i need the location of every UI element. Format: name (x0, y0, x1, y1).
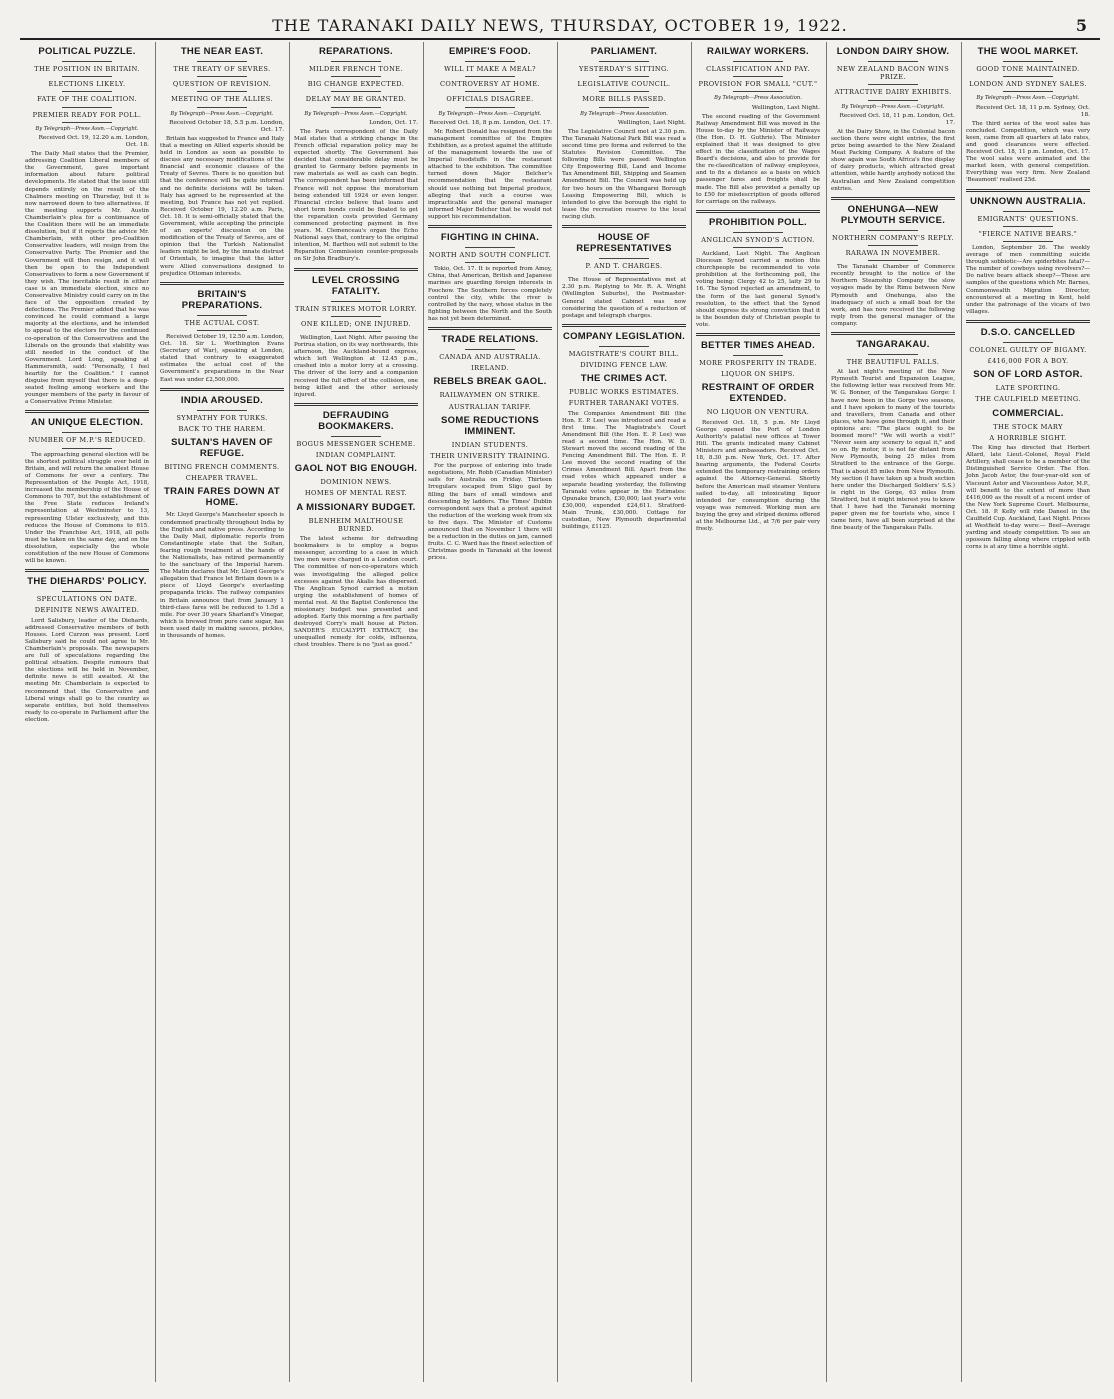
byline: By Telegraph—Press Assn.—Copyright. (304, 110, 408, 117)
article-headline: D.S.O. CANCELLED (980, 326, 1076, 338)
divider (599, 91, 649, 92)
divider (1003, 91, 1053, 92)
article-subheading: LONDON AND SYDNEY SALES. (969, 80, 1087, 89)
article-subheading: LEGISLATIVE COUNCIL. (577, 80, 671, 89)
article-headline: THE CRIMES ACT. (580, 373, 668, 385)
divider (733, 232, 783, 233)
article-subheading: PREMIER READY FOR POLL. (32, 110, 142, 119)
article-headline: HOUSE OF REPRESENTATIVES (576, 232, 672, 255)
divider (62, 448, 112, 449)
article-subheading: MORE BILLS PASSED. (582, 95, 666, 104)
article-subheading: DOMINION NEWS. (320, 478, 392, 487)
article-subheading: DIVIDING FENCE LAW. (580, 360, 668, 369)
article-subheading: INDIAN COMPLAINT. (315, 451, 397, 460)
divider (1003, 211, 1053, 212)
article-subheading: THE CAULFIELD MEETING. (975, 395, 1081, 404)
column-rule (826, 42, 827, 1382)
dateline: Wellington, Last Night. (751, 104, 820, 111)
article-headline: DEFRAUDING BOOKMAKERS. (318, 409, 394, 432)
article-subheading: ONE KILLED; ONE INJURED. (301, 319, 411, 328)
article-headline: BETTER TIMES AHEAD. (700, 340, 816, 352)
dateline: Wellington, Last Night. (617, 119, 686, 126)
article-subheading: THE ACTUAL COST. (184, 318, 260, 327)
article-body: Britain has suggested to France and Italy that a meeting on Allied experts should be held in London as soon as possible to discuss any necessary modifications of the financial and economic clauses of the Treaty of Sevres. There is no question but that the conference will be quite informal and no definite decisions will be taken. Italy has agreed to be represented at the meeting, but France has not yet replied. Received October 19, 12.20 a.m. Paris, Oct. 18. It is semi-officially stated that the Government, while accepting the principle of an experts' discussion on the modification of the Treaty of Sevres, are of opinion that the Turkish Nationalist leaders might be led, by the innate distrust of Orientals, to imagine that the latter were Allied conversations designed to prejudice Ottoman interests. (160, 135, 284, 277)
column-rule (155, 42, 156, 1382)
divider (62, 432, 112, 433)
article-headline: REPARATIONS. (319, 46, 393, 57)
article-subheading: FURTHER TARANAKI VOTES. (568, 399, 680, 408)
article-body: The Companies Amendment Bill (the Hon. E. P. Lee) was introduced and read a first time. The Magistrate's Court Amendment Bill (the Hon. E. P. Lee) was read a second time. The Hon. W. D. Stewart moved the second reading of the Fencing Amendment Bill. The Hon. E. P. Lee moved the second reading of the Crimes Amendment Bill. Apart from the road votes which appeared under a separate heading yesterday, the following Taranaki votes appear in the Estimates: Opunake branch, £30,000; last year's vote £30,000, expended £24,611. Stratford-Main Trunk, £30,000. Cottage for custodian, New Plymouth departmental buildings, £1125. (562, 410, 686, 531)
divider (868, 260, 918, 261)
article-headline: TRAIN FARES DOWN AT HOME. (164, 486, 280, 509)
article-subheading: NUMBER OF M.P.'S REDUCED. (28, 436, 146, 445)
article-subheading: RARAWA IN NOVEMBER. (845, 248, 941, 257)
article-headline: TANGARAKAU. (856, 338, 930, 350)
dateline: London, Oct. 17. (369, 119, 418, 126)
article-subheading: NORTHERN COMPANY'S REPLY. (832, 233, 954, 242)
section-divider (294, 268, 418, 271)
article-subheading: WILL IT MAKE A MEAL? (444, 65, 536, 73)
dateline: Received Oct. 18, 11 p.m. London, Oct. 17. (839, 112, 955, 126)
article-body: At the Dairy Show, in the Colonial bacon section there were eight entries, the first prize being awarded to the New Zealand Meat Packing Company. A feature of the show again was South Africa's fine display of dairy products, which attracted great attention, while hardly anybody noticed the Australian and New Zealand competition entries. (831, 128, 955, 192)
article-subheading: BITING FRENCH COMMENTS. (164, 463, 280, 472)
column-4 (425, 42, 555, 1382)
article-subheading: A HORRIBLE SIGHT. (989, 433, 1067, 442)
divider (599, 273, 649, 274)
article-body: For the purpose of entering into trade negotiations, Mr. Robb (Canadian Minister) sails for Australia on Friday. Thirteen Irregulars escaped from Sligo gaol by filling the bars of small windows and descending by ladders. The Times' Dublin correspondent says that a protest against the reduction of the working week from six to five days. The Minister of Customs announced that on November 1 there will be a reduction in the duties on jam, canned fruits. C. C. Ward has the finest selection of Christmas goods in Taranaki at the lowest prices. (428, 463, 552, 562)
article-subheading: LATE SPORTING. (995, 384, 1061, 393)
section-divider (428, 327, 552, 330)
article-subheading: IRELAND. (471, 364, 509, 373)
article-subheading: ELECTIONS LIKELY. (48, 80, 126, 89)
section-divider (294, 403, 418, 406)
article-subheading: CONTROVERSY AT HOME. (439, 80, 541, 89)
divider (62, 591, 112, 592)
divider (599, 61, 649, 62)
divider (1003, 342, 1053, 343)
article-headline: LEVEL CROSSING FATALITY. (312, 274, 400, 297)
article-headline: FIGHTING IN CHINA. (440, 232, 540, 244)
divider (868, 245, 918, 246)
article-body: Wellington, Last Night. After passing the Porirua station, on its way northwards, this afternoon, the Auckland-bound express, which left Wellington at 12.45 p.m., crashed into a motor lorry at a crossing. The driver of the lorry and a companion received the full effect of the collision, one being killed and the other seriously injured. (294, 334, 418, 398)
article-subheading: CANADA AND AUSTRALIA. (439, 352, 541, 361)
divider (197, 315, 247, 316)
article-subheading: YESTERDAY'S SITTING. (579, 65, 669, 73)
divider (1003, 226, 1053, 227)
article-subheading: DELAY MAY BE GRANTED. (305, 95, 407, 104)
column-rule (557, 42, 558, 1382)
divider (599, 76, 649, 77)
column-1 (22, 42, 152, 1382)
article-subheading: COLONEL GUILTY OF BIGAMY. (969, 345, 1087, 354)
article-body: Tokio, Oct. 17. It is reported from Amoy, China, that American, British and Japanese marines are guarding foreign interests in Foochow. The Southern forces completely control the city, while the river is controlled by the navy, whose status in the fighting between the North and the South has not yet been determined. (428, 266, 552, 322)
article-headline: POLITICAL PUZZLE. (38, 46, 136, 57)
divider (62, 122, 112, 123)
column-6 (693, 42, 823, 1382)
divider (868, 230, 918, 231)
article-headline: ONEHUNGA—NEW PLYMOUTH SERVICE. (840, 203, 946, 226)
divider (1003, 61, 1053, 62)
article-subheading: MORE PROSPERITY IN TRADE. (699, 359, 817, 368)
article-subheading: GOOD TONE MAINTAINED. (976, 65, 1080, 73)
divider (465, 107, 515, 108)
byline: By Telegraph—Press Assn.—Copyright. (438, 110, 542, 117)
article-subheading: THE BEAUTIFUL FALLS. (846, 357, 940, 366)
article-subheading: FATE OF THE COALITION. (37, 95, 137, 104)
divider (1003, 76, 1053, 77)
article-headline: SOME REDUCTIONS IMMINENT. (441, 414, 539, 437)
article-subheading: QUESTION OF REVISION. (172, 80, 272, 89)
divider (733, 61, 783, 62)
article-subheading: BACK TO THE HAREM. (178, 424, 266, 433)
divider (331, 301, 381, 302)
divider (733, 355, 783, 356)
article-headline: COMMERCIAL. (992, 407, 1064, 419)
byline: By Telegraph—Press Assn.—Copyright. (976, 95, 1080, 102)
divider (733, 247, 783, 248)
article-subheading: BLENHEIM MALTHOUSE BURNED. (308, 516, 404, 533)
byline: By Telegraph—Press Assn.—Copyright. (841, 103, 945, 110)
article-subheading: MEETING OF THE ALLIES. (171, 95, 273, 104)
divider (733, 76, 783, 77)
article-body: The House of Representatives met at 2.30 p.m. Replying to Mr. R. A. Wright (Wellington Suburbs), the Postmaster-General stated Cabinet was now considering the question of a reduction of postage and telegraph charges. (562, 277, 686, 319)
divider (599, 258, 649, 259)
article-subheading: LIQUOR ON SHIPS. (721, 370, 795, 379)
article-subheading: RAILWAYMEN ON STRIKE. (439, 391, 541, 400)
article-subheading: THE POSITION IN BRITAIN. (34, 65, 140, 73)
divider (331, 91, 381, 92)
divider (197, 61, 247, 62)
article-subheading: THE STOCK MARY (993, 422, 1063, 431)
article-subheading: TRAIN STRIKES MOTOR LORRY. (295, 304, 417, 313)
divider (197, 76, 247, 77)
article-body: The Legislative Council met at 2.30 p.m. The Taranaki National Park Bill was read a second time pro forma and referred to the Statutes Revision Committee. The following Bills were passed: Wellington City Empowering Bill, Land and Income Tax Amendment Bill, Shipping and Seamen Amendment Bill. The Council was held up for two hours on the Whangarei Borough Leasing Empowering Bill, which is intended to give the borough the right to lease the recreation reserve to the local racing club. (562, 128, 686, 220)
divider (331, 316, 381, 317)
masthead (20, 14, 1100, 36)
divider (465, 262, 515, 263)
article-subheading: P. AND T. CHARGES. (585, 262, 663, 271)
divider (331, 107, 381, 108)
article-subheading: INDIAN STUDENTS. (451, 440, 529, 449)
byline: By Telegraph—Press Assn.—Copyright. (170, 110, 274, 117)
article-headline: AN UNIQUE ELECTION. (30, 417, 144, 429)
article-subheading: £416,000 FOR A BOY. (987, 357, 1069, 366)
article-headline: RAILWAY WORKERS. (707, 46, 809, 57)
article-headline: THE DIEHARDS' POLICY. (27, 576, 147, 588)
article-subheading: ATTRACTIVE DAIRY EXHIBITS. (834, 88, 952, 97)
article-headline: EMPIRE'S FOOD. (449, 46, 531, 57)
column-5 (559, 42, 689, 1382)
divider (197, 91, 247, 92)
article-headline: THE NEAR EAST. (180, 46, 264, 57)
article-body: Mr. Robert Donald has resigned from the management committee of the Empire Exhibition, as a protest against the attitude of the management towards the use of Imperial foodstuffs in the restaurant attached to the exhibition. The committee turned down Major Belcher's recommendation that the restaurant should use nothing but Imperial produce, alleging that such a course was impracticable and the general manager informed Major Belcher that he would not support his recommendation. (428, 128, 552, 220)
article-subheading: EMIGRANTS' QUESTIONS. (977, 214, 1079, 223)
section-divider (160, 388, 284, 391)
article-subheading: "FIERCE NATIVE BEARS." (978, 229, 1078, 238)
divider (465, 349, 515, 350)
masthead-rule (20, 38, 1100, 40)
article-headline: COMPANY LEGISLATION. (562, 330, 686, 342)
article-subheading: CLASSIFICATION AND PAY. (706, 65, 810, 73)
article-body: The third series of the wool sales has concluded. Competition, which was very keen, came from all quarters at late rates, and good clearances were effected. Received Oct. 18, 11 p.m. London, Oct. 17. The wool sales were animated and the market keen, with general competition. Everything was very firm. New Zealand 'Beaumont' realised 25d. (966, 120, 1090, 184)
article-body: The Daily Mail states that the Premier, addressing Coalition Liberal members of the Government, gave important information about future political developments. He stated that the issue still depends entirely on the result of the Chalmers meeting on Thursday, but it is now narrowed down to two alternatives. If the meeting supports Mr. Austin Chamberlain's plea for a continuance of the Coalition there will be an immediate dissolution, but if it rejects the advice Mr. Chamberlain, with other pro-Coalition Conservative leaders, will resign from the Conservative Party. The Premier and the Government will then resign, and it will then be open to the Independent Conservatives to form a new Government if they wish. The inevitable result in either case is an immediate election, since no Conservative Ministry could carry on in the face of the opposition created by defections. The Premier added that he was convinced he could command a large majority at the elections, and he intended to appeal to the electors for the continued co-operation of the Conservatives and the Liberals on the grounds that stability was still needed in the conduct of the Government. Lord Long, speaking at Hammersmith, said: "Personally, I feel heartily for the Coalition." I cannot disguise from myself that there is a deep-seated feeling among workers and the younger members of the party in favour of a Conservative Prime Minister. (25, 151, 149, 406)
divider (62, 91, 112, 92)
article-subheading: MILDER FRENCH TONE. (309, 65, 403, 73)
article-subheading: THE TREATY OF SEVRES. (173, 65, 271, 73)
article-subheading: AUSTRALIAN TARIFF. (448, 402, 532, 411)
article-headline: REBELS BREAK GAOL. (433, 376, 547, 388)
section-divider (696, 210, 820, 213)
divider (331, 76, 381, 77)
article-headline: INDIA AROUSED. (180, 394, 264, 406)
article-headline: PROHIBITION POLL. (709, 216, 807, 228)
divider (197, 107, 247, 108)
divider (733, 91, 783, 92)
divider (465, 61, 515, 62)
article-subheading: BIG CHANGE EXPECTED. (307, 80, 405, 89)
article-subheading: NEW ZEALAND BACON WINS PRIZE. (836, 65, 950, 82)
article-subheading: THEIR UNIVERSITY TRAINING. (430, 451, 550, 460)
article-body: The approaching general election will be the shortest political struggle ever held in Britain, and will return the smallest House of Commons for over a century. The Representation of the People Act, 1918, increased the membership of the House of Commons to 707, but the establishment of the Free State reduces Ireland's representation at Westminster to 13, representing Ulster exclusively, and this reduces the House of Commons to 615. Under the Franchise Act, 1918, all polls must be taken on the same day, and on the dissolution, especially the whole constitution of the new House of Commons will be known. (25, 451, 149, 565)
divider (465, 91, 515, 92)
dateline: Received Oct. 18, 11 p.m. Sydney, Oct. 18. (975, 104, 1090, 118)
divider (868, 354, 918, 355)
article-body: Mr. Lloyd George's Manchester speech is condemned practically throughout India by the English and native press. According to the Daily Mail, diplomatic reports from Constantinople state that the Sultan, fearing rough treatment at the hands of the Nationalists, has retired permanently to the sanctuary of the Imperial harem. The Matin declares that Mr. Lloyd George's allegation that France let Britain down is a piece of Lloyd George's everlasting propaganda tricks. The railway companies in Britain announce that from January 1 third-class fares will be reduced to 1.5d a mile. For over 30 years Sharland's Vinegar, which is brewed from pure cane sugar, has been used daily in making sauces, pickles, in thousands of homes. (160, 512, 284, 640)
column-7 (828, 42, 958, 1382)
dateline: Received October 18, 5.5 p.m. London, Oct. 17. (169, 119, 284, 133)
article-body: Lord Salisbury, leader of the Diehards, addressed Conservative members of both Houses. Lord Curzon was present. Lord Salisbury said he could not agree to Mr. Chamberlain's proposals. The newspapers are full of speculations regarding the political situation. Despite rumours that the elections will be held in November, definite news is still awaited. At the meeting Mr. Chamberlain is expected to recommend that the Conservative and Liberal wings shall go to the country as separate entities, but hold themselves ready to co-operate in Parliament after the election. (25, 617, 149, 723)
article-subheading: DEFINITE NEWS AWAITED. (34, 606, 140, 615)
article-body: The Taranaki Chamber of Commerce recently brought to the notice of the Northern Steamship Company the slow voyages made by the Rimu between New Plymouth and Onehunga, also the inadequacy of such a small boat for the work, and has now received the following reply from the general manager of the company. (831, 264, 955, 327)
article-headline: A MISSIONARY BUDGET. (296, 501, 416, 513)
article-body: Auckland, Last Night. The Anglican Diocesan Synod carried a motion this churchpeople be recommended to vote prohibition at the forthcoming poll, the voting being: Clergy 42 to 25, laity 29 to 16. The Synod rejected an amendment, to the form of the last general Synod's resolution, to the effect that the Synod should express its strong conviction that it is the bounden duty of Christian people to vote. (696, 251, 820, 328)
byline: By Telegraph—Press Association. (580, 110, 668, 117)
divider (331, 61, 381, 62)
article-subheading: NO LIQUOR ON VENTURA. (706, 408, 810, 417)
article-headline: RESTRAINT OF ORDER EXTENDED. (701, 382, 815, 405)
article-headline: THE WOOL MARKET. (977, 46, 1079, 57)
divider (62, 61, 112, 62)
article-subheading: SYMPATHY FOR TURKS. (176, 413, 268, 422)
article-headline: UNKNOWN AUSTRALIA. (970, 195, 1086, 207)
article-subheading: MAGISTRATE'S COURT BILL. (568, 349, 680, 358)
article-body: Received Oct. 18, 5 p.m. Mr Lloyd George opened the Port of London Authority's palatial new offices at Tower Hill. The grants indicated many Cabinet Ministers and ambassadors. Received Oct. 18, 8.30 p.m. New York, Oct. 17. After hearing arguments, the Federal Courts extended the temporary restraining orders against the Attorney-General. Shortly before the American mail steamer Ventura sailed to-day, all intoxicating liquor intended for consumption during the voyage was removed. Working men are buying the grey and striped denims offered at the Melbourne Ltd., at 7/6 per pair very freely. (696, 419, 820, 533)
column-2 (157, 42, 287, 1382)
divider (868, 84, 918, 85)
byline: By Telegraph—Press Assn.—Copyright. (35, 125, 139, 132)
article-subheading: ANGLICAN SYNOD'S ACTION. (701, 235, 815, 244)
dateline: Received Oct. 19, 12.20 a.m. London, Oct. 18. (38, 134, 149, 148)
article-subheading: PUBLIC WORKS ESTIMATES. (569, 388, 679, 397)
divider (465, 247, 515, 248)
section-divider (966, 189, 1090, 192)
divider (331, 331, 381, 332)
column-rule (423, 42, 424, 1382)
section-divider (831, 197, 955, 200)
section-divider (831, 332, 955, 335)
divider (868, 61, 918, 62)
divider (599, 346, 649, 347)
article-body: The second reading of the Government Railway Amendment Bill was moved in the House to-day by the Minister of Railways (the Hon. D. H. Guthrie). The Minister explained that it was designed to give effect in the classification of the Wages Board's decisions, and also to provide for the re-classification of railway employees, and to fix a distance as a basis on which passenger fares and freights shall be made. The Bill also provided a penalty up to £50 for misdescription of goods offered for carriage on the railways. (696, 113, 820, 205)
article-headline: GAOL NOT BIG ENOUGH. (294, 463, 418, 475)
article-subheading: HOMES OF MENTAL REST. (304, 489, 408, 498)
article-subheading: CHEAPER TRAVEL. (185, 474, 259, 483)
article-headline: LONDON DAIRY SHOW. (836, 46, 950, 57)
divider (197, 410, 247, 411)
column-rule (691, 42, 692, 1382)
article-body: The Paris correspondent of the Daily Mail states that a striking change in the French official reparation policy may be expected shortly. The Government has decided that considerable delay must be granted to Germany before payments in raw materials as well as cash can begin. The correspondent has been informed that France will not oppose the moratorium being extended till 1924 or even longer. Financial circles believe that loans and short term bonds could be floated to get the reparation costs provided Germany commenced protecting payment in five years. M. Clemenceau's organ the Echo National says that, contrary to the original intention, M. Barthou will not submit to the Reparation Commission counter-proposals on Sir John Bradbury's. (294, 128, 418, 263)
column-rule (289, 42, 290, 1382)
article-body: The latest scheme for defrauding bookmakers is to employ a bogus messenger, according to a case in which two men were charged in a London court. The committee of non-co-operators which was investigating the alleged police excesses against the Akalis has dispersed. The Anglican Synod carried a motion urging the establishment of homes of mental rest. At the Baptist Conference the missionary budget was presented and adopted. Early this morning a fire partially destroyed Corry's malt house at Picton. SANDER'S EUCALYPTI EXTRACT, the unequalled remedy for colds, influenza, chest troubles. There is no "just as good." (294, 536, 418, 649)
article-headline: BRITAIN'S PREPARATIONS. (181, 288, 263, 311)
page-number: 5 (1075, 16, 1088, 35)
divider (331, 436, 381, 437)
dateline: Received Oct. 18, 8 p.m. London, Oct. 17. (429, 119, 552, 126)
section-divider (160, 282, 284, 285)
section-divider (966, 320, 1090, 323)
divider (868, 100, 918, 101)
section-divider (562, 225, 686, 228)
article-headline: PARLIAMENT. (590, 46, 658, 57)
section-divider (428, 225, 552, 228)
column-8 (963, 42, 1093, 1382)
article-subheading: OFFICIALS DISAGREE. (446, 95, 534, 104)
divider (197, 330, 247, 331)
section-divider (696, 333, 820, 336)
article-subheading: NORTH AND SOUTH CONFLICT. (428, 251, 552, 260)
article-subheading: SPECULATIONS ON DATE. (36, 595, 138, 604)
section-divider (562, 324, 686, 327)
article-body: The King has directed that Herbert Allard, late Lieut.-Colonel, Royal Field Artillery, shall cease to be a member of the Distinguished Service Order. The Hon. John Jacob Astor, the four-year-old son of Viscount Astor and Viscountess Astor, M.P., will benefit to the extent of more than £416,000 as the result of a recent order of the New York Supreme Court. Melbourne, Oct. 18. P. Kelly will ride Daneel in the Caulfield Cup. Auckland, Last Night. Prices at Westfield to-day were:— Beef—Average yarding and steady competition. To see an opossum falling along where crippled with corns is at any time a horrible sight. (966, 445, 1090, 551)
divider (1003, 241, 1053, 242)
newspaper-title: THE TARANAKI DAILY NEWS, THURSDAY, OCTOBER 19, 1922. (272, 16, 848, 35)
section-divider (25, 569, 149, 572)
article-body: London, September 26. The weekly average of men committing suicide through sobbiotic—Are spiderbites fatal?—The number of cowboys using revolvers?—Do native bears attack sheep?—These are samples of the questions which Mr. Barnes, Commonwealth Migration Director, encountered at a meeting in Kent, held under the patronage of the vicars of two villages. (966, 244, 1090, 315)
article-headline: TRADE RELATIONS. (441, 333, 539, 345)
column-rule (961, 42, 962, 1382)
byline: By Telegraph—Press Association. (714, 95, 802, 102)
divider (599, 107, 649, 108)
divider (62, 107, 112, 108)
article-subheading: PROVISION FOR SMALL "CUT." (698, 80, 818, 89)
section-divider (25, 410, 149, 413)
article-subheading: BOGUS MESSENGER SCHEME. (296, 439, 416, 448)
divider (62, 76, 112, 77)
article-headline: SON OF LORD ASTOR. (973, 369, 1083, 381)
article-body: At last night's meeting of the New Plymouth Tourist and Expansion League, the following letter was received from Mr. W. G. Bonner, of the Tangarakau Gorge: I have now been in the Gorge two seasons, and I have spoken to many of the tourists and travellers, from Canada and other places, who have gone through it, and their opinions are: "The place ought to be boomed more!" "We will worth a visit!" "Never seen any scenery to equal it," and so on. By motor, it is not far distant from New Plymouth, being 25 miles from Stratford to the entrance of the Gorge. That is about 85 miles from New Plymouth. My section (I have taken up a bush section here under the Discharged Soldiers' S.S.) is right in the Gorge, 63 miles from Stratford, but it might interest you to know that I have had the Taranaki morning paper given me for tourists who, since I came here, have all been surprised at the fine beauty of the Tangarakau Falls. (831, 369, 955, 532)
divider (465, 76, 515, 77)
article-body: Received October 19, 12.50 a.m. London, Oct. 18. Sir L. Worthington Evans (Secretary of War), speaking at London, stated that contrary to exaggerated estimates the actual cost of the Government's preparations in the Near East was under £2,500,000. (160, 333, 284, 383)
article-headline: SULTAN'S HAVEN OF REFUGE. (171, 437, 273, 460)
column-3 (291, 42, 421, 1382)
